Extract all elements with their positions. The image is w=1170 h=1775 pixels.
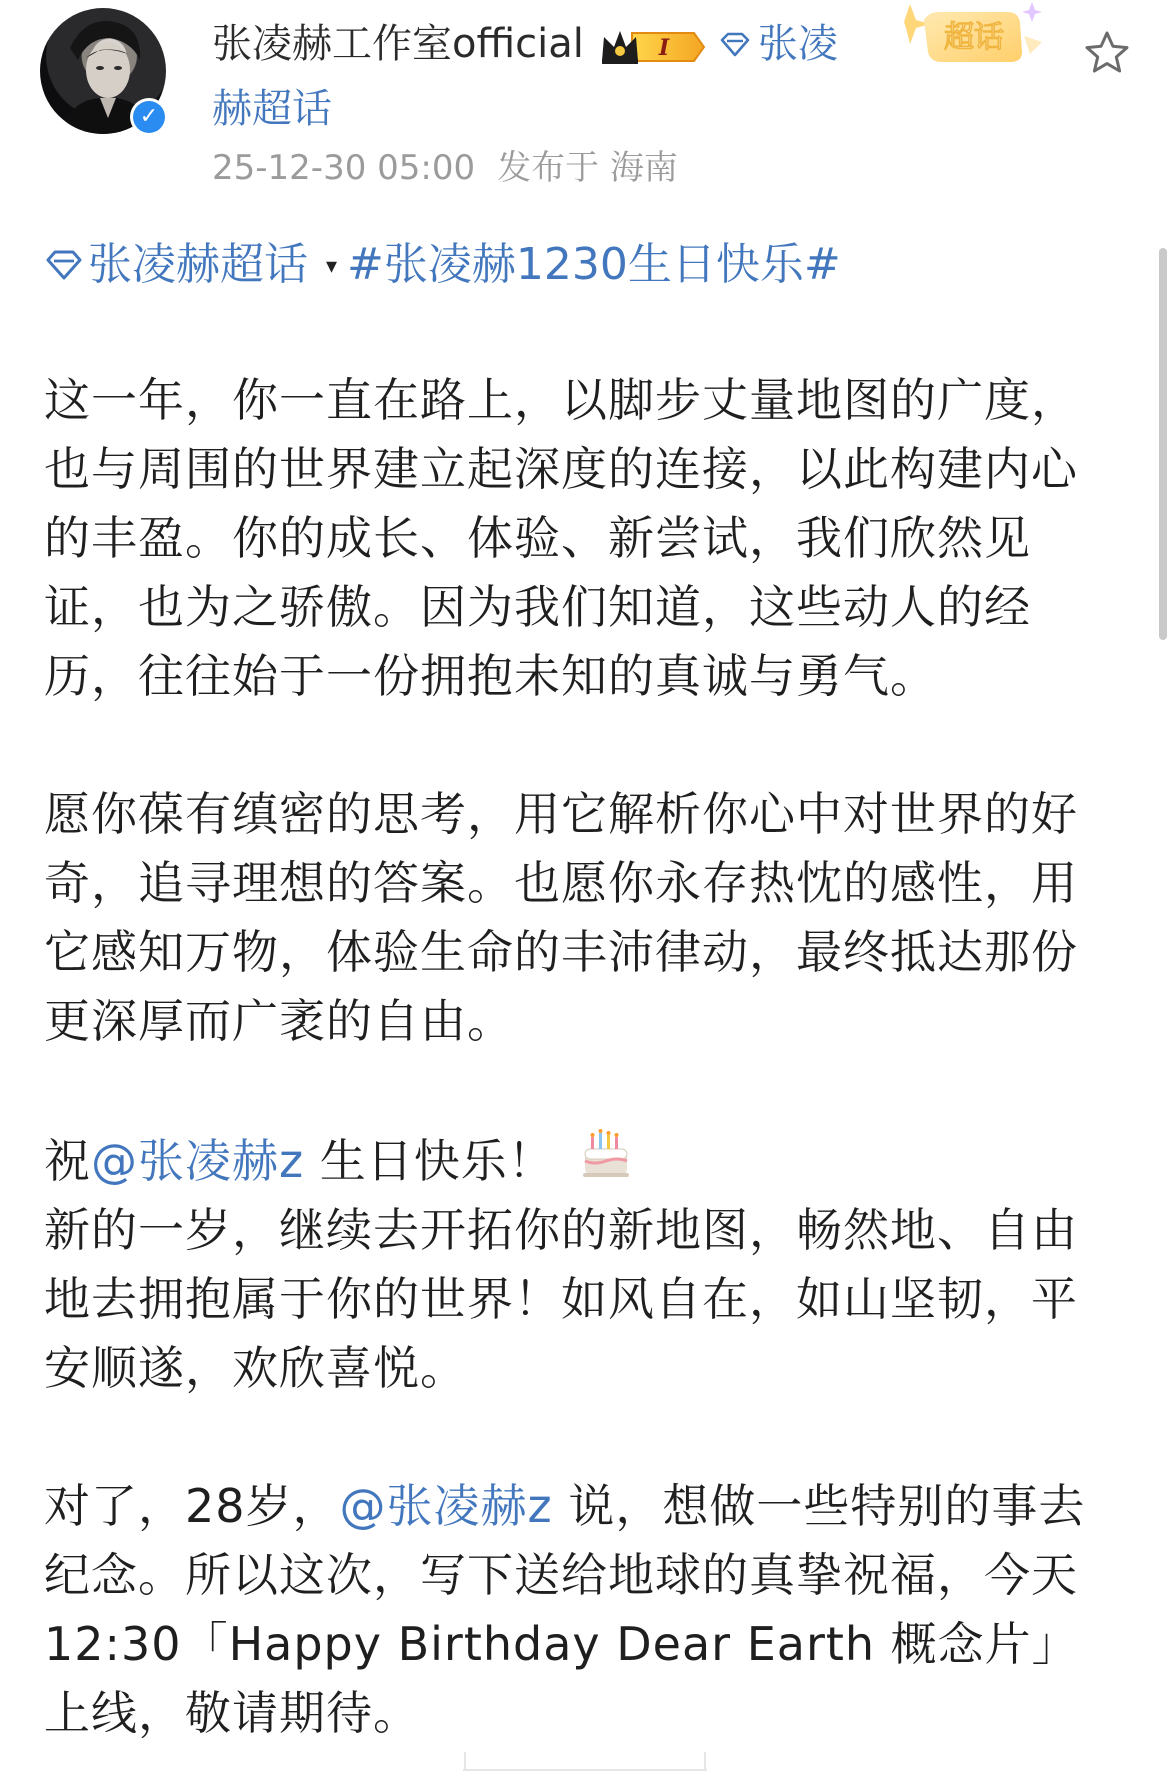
paragraph-2: 愿你葆有缜密的思考，用它解析你心中对世界的好奇，追寻理想的答案。也愿你永存热忱的感性，用它感知万物，体验生命的丰沛律动，最终抵达那份更深厚而广袤的自由。 [44,787,1078,1048]
topic-row [44,232,841,300]
account-name[interactable]: 张凌赫工作室official [212,21,584,67]
diamond-icon [718,31,752,59]
verified-icon: ✓ [130,98,168,136]
diamond-icon [44,234,84,300]
bottom-fade-indicator [463,1748,707,1772]
post-meta [212,145,678,191]
paragraph-1: 这一年，你一直在路上，以脚步丈量地图的广度，也与周围的世界建立起深度的连接，以此构建内心的丰盈。你的成长、体验、新尝试，我们欣然见证，也为之骄傲。因为我们知道，这些动人的经历，往往始于一份拥抱未知的真诚与勇气。 [44,373,1078,703]
post-body [44,366,1124,1748]
avatar[interactable] [40,8,170,138]
svg-text:超话: 超话 [944,20,1004,55]
scrollbar[interactable] [1159,248,1167,640]
supertopic-chip[interactable]: 张凌赫超话 [88,239,308,290]
cake-icon [577,1125,635,1183]
post-location: 发布于 海南 [497,148,678,188]
mention-link[interactable]: @张凌赫z [339,1479,553,1533]
mention-link[interactable]: @张凌赫z [91,1134,305,1188]
paragraph-4: 对了，28岁，@张凌赫z 说，想做一些特别的事去纪念。所以这次，写下送给地球的真挚祝福，今天12:30「Happy Birthday Dear Earth 概念片」上线，敬请期待。 [44,1479,1086,1740]
hashtag-link[interactable]: #张凌赫1230生日快乐# [347,239,841,290]
post-timestamp: 25-12-30 05:00 [212,148,476,188]
caret-icon: ▾ [326,254,338,279]
crown-badge-icon[interactable] [598,24,706,64]
paragraph-3: 祝@张凌赫z 生日快乐！ 新的一岁，继续去开拓你的新地图，畅然地、自由地去拥抱属于你的世界！如风自在，如山坚韧，平安顺遂，欢欣喜悦。 [44,1125,1124,1403]
supertopic-link[interactable]: 张凌 [718,14,838,74]
star-icon[interactable] [1082,28,1132,78]
supertopic-link-continued[interactable]: 赫超话 [212,86,332,132]
svg-text:I: I [658,35,670,61]
chaohua-tag-icon[interactable] [900,0,1050,78]
